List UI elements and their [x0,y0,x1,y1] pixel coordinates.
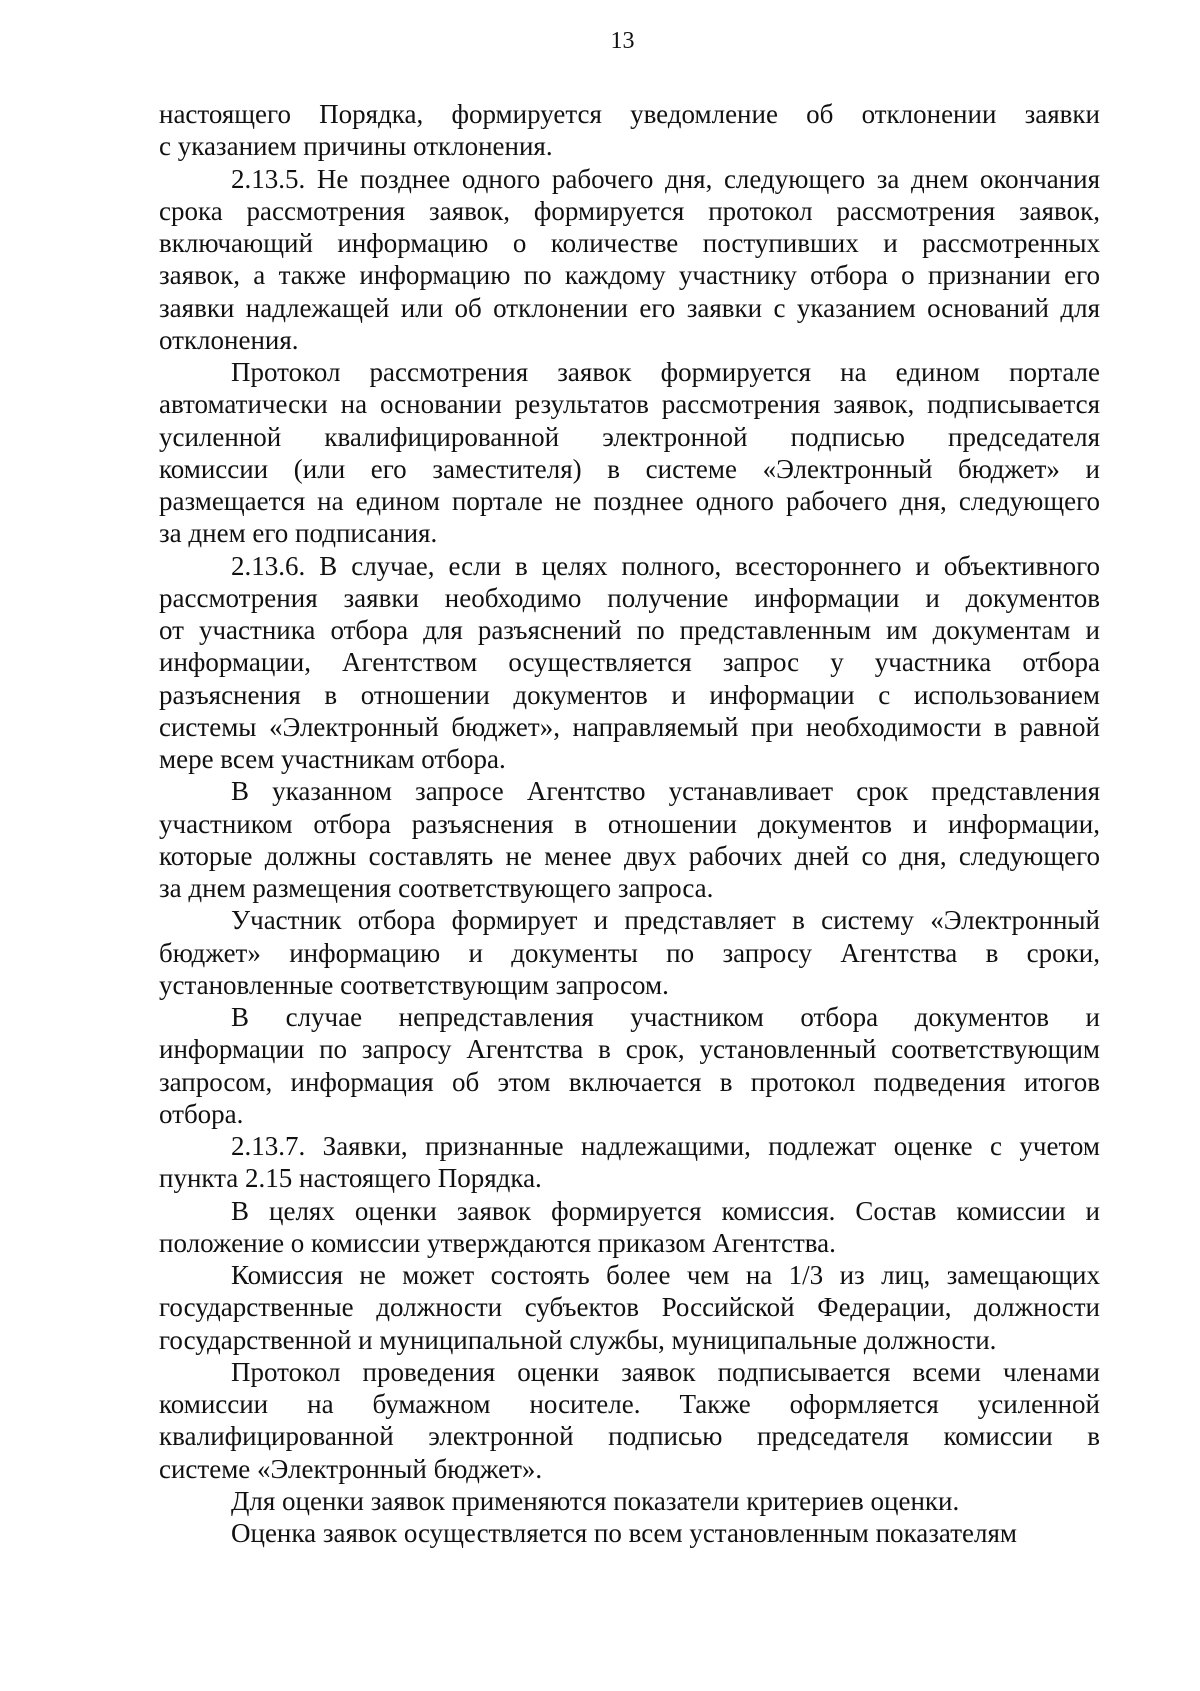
paragraph [159,98,1100,163]
text-line: заявок, а также информацию по каждому участнику отбора о признании его [159,260,1100,291]
text-line: срока рассмотрения заявок, формируется протокол рассмотрения заявок, [159,195,1100,226]
text-line: от участника отбора для разъяснений по представленным им документам и [159,615,1100,645]
text-line: комиссии на бумажном носителе. Также оформляется усиленной [159,1389,1100,1419]
text-line: заявки надлежащей или об отклонении его заявки с указанием оснований для [159,292,1100,323]
text-line: участником отбора разъяснения в отношении документов и информации, [159,808,1100,839]
paragraph [159,356,1100,550]
text-line: системы «Электронный бюджет», направляемый при необходимости в равной [159,711,1100,742]
text-line: разъяснения в отношении документов и информации с использованием [159,679,1100,710]
text-line: 2.13.7. Заявки, признанные надлежащими, подлежат оценке с учетом [231,1131,1100,1161]
paragraph [159,904,1100,1001]
paragraph [159,775,1100,904]
text-line: Протокол проведения оценки заявок подписывается всеми членами [231,1356,1100,1387]
paragraph [159,1259,1100,1356]
text-line: установленные соответствующим запросом. [159,969,669,1000]
text-line: информации по запросу Агентства в срок, установленный соответствующим [159,1034,1100,1065]
paragraph [159,1001,1100,1130]
text-line: В указанном запросе Агентство устанавливает срок представления [231,776,1100,807]
paragraph [159,1195,1100,1260]
text-line: усиленной квалифицированной электронной подписью председателя [159,421,1100,452]
text-line: за днем размещения соответствующего запроса. [159,873,714,903]
paragraph [159,1485,1100,1517]
text-line: Протокол рассмотрения заявок формируется на едином портале [231,357,1100,387]
text-line: с указанием причины отклонения. [159,131,553,162]
text-line: государственные должности субъектов Российской Федерации, должности [159,1292,1100,1323]
text-line: Оценка заявок осуществляется по всем установленным показателям [231,1518,1017,1548]
paragraph [159,1356,1100,1485]
text-line: бюджет» информацию и документы по запросу Агентства в сроки, [159,937,1100,968]
text-line: которые должны составлять не менее двух рабочих дней со дня, следующего [159,840,1100,871]
text-line: В случае непредставления участником отбора документов и [231,1002,1100,1032]
text-line: отбора. [159,1098,244,1129]
text-line: пункта 2.15 настоящего Порядка. [159,1163,542,1194]
text-line: Участник отбора формирует и представляет в систему «Электронный [231,905,1100,936]
text-line: Комиссия не может состоять более чем на 1/3 из лиц, замещающих [231,1260,1100,1290]
paragraph [159,1130,1100,1195]
text-line: положение о комиссии утверждаются приказом Агентства. [159,1227,836,1258]
text-line: запросом, информация об этом включается в протокол подведения итогов [159,1066,1100,1097]
text-line: отклонения. [159,324,299,355]
text-line: настоящего Порядка, формируется уведомление об отклонении заявки [159,99,1100,129]
text-line: включающий информацию о количестве поступивших и рассмотренных [159,228,1100,258]
text-line: рассмотрения заявки необходимо получение информации и документов [159,582,1100,613]
text-line: за днем его подписания. [159,518,438,549]
text-line: 2.13.5. Не позднее одного рабочего дня, следующего за днем окончания [231,163,1100,194]
page-number: 13 [610,28,635,54]
text-line: системе «Электронный бюджет». [159,1453,543,1484]
paragraph [159,163,1100,357]
text-line: информации, Агентством осуществляется запрос у участника отбора [159,647,1100,678]
text-line: В целях оценки заявок формируется комиссия. Состав комиссии и [231,1195,1100,1226]
text-line: размещается на едином портале не позднее одного рабочего дня, следующего [159,486,1100,516]
text-line: мере всем участникам отбора. [159,744,506,774]
paragraph [159,1517,1100,1549]
text-line: автоматически на основании результатов рассмотрения заявок, подписывается [159,389,1100,420]
text-line: Для оценки заявок применяются показатели критериев оценки. [231,1485,960,1516]
text-line: 2.13.6. В случае, если в целях полного, всестороннего и объективного [231,550,1100,581]
text-line: комиссии (или его заместителя) в системе «Электронный бюджет» и [159,453,1100,484]
paragraph [159,550,1100,776]
text-line: государственной и муниципальной службы, муниципальные должности. [159,1324,997,1355]
text-line: квалифицированной электронной подписью председателя комиссии в [159,1421,1100,1452]
document-body [159,98,1100,1549]
